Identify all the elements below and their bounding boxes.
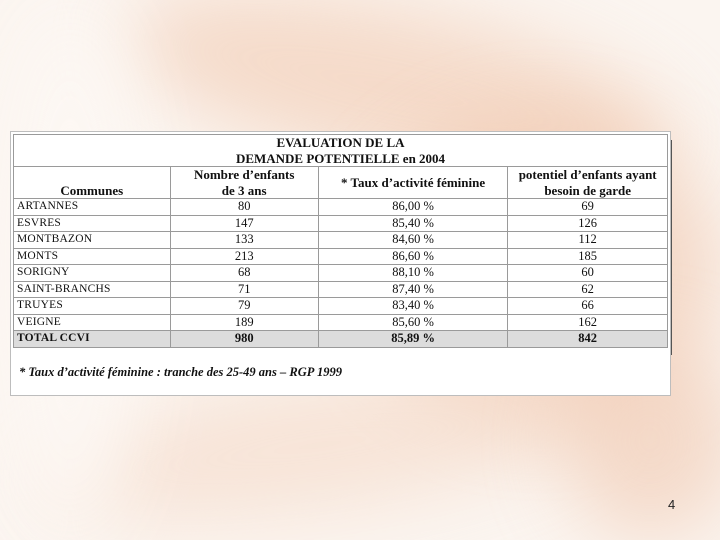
header-potentiel-line1: potentiel d’enfants ayant (518, 167, 657, 182)
row-commune: ESVRES (14, 215, 171, 232)
page-number: 4 (668, 497, 676, 512)
row-enfants: 133 (170, 232, 318, 249)
table-row (14, 199, 668, 216)
row-taux: 85,60 % (318, 314, 508, 331)
demand-table (13, 134, 668, 348)
table-row (14, 232, 668, 249)
row-potentiel: 69 (508, 199, 668, 216)
row-enfants: 79 (170, 298, 318, 315)
table-panel (10, 131, 671, 396)
row-potentiel: 126 (508, 215, 668, 232)
header-enfants-line1: Nombre d’enfants (193, 167, 295, 182)
row-taux: 84,60 % (318, 232, 508, 249)
table-row (14, 281, 668, 298)
header-taux: * Taux d’activité féminine (318, 167, 508, 199)
title-row (14, 135, 668, 167)
total-taux: 85,89 % (318, 331, 508, 348)
table-row (14, 298, 668, 315)
total-commune: TOTAL CCVI (14, 331, 171, 348)
total-enfants: 980 (170, 331, 318, 348)
header-enfants (170, 167, 318, 199)
row-commune: MONTBAZON (14, 232, 171, 249)
table-row (14, 265, 668, 282)
row-commune: ARTANNES (14, 199, 171, 216)
table-row (14, 215, 668, 232)
row-enfants: 213 (170, 248, 318, 265)
table-row (14, 314, 668, 331)
row-commune: MONTS (14, 248, 171, 265)
row-commune: VEIGNE (14, 314, 171, 331)
row-taux: 86,00 % (318, 199, 508, 216)
row-taux: 83,40 % (318, 298, 508, 315)
header-communes: Communes (14, 167, 171, 199)
row-enfants: 68 (170, 265, 318, 282)
row-potentiel: 185 (508, 248, 668, 265)
row-commune: SORIGNY (14, 265, 171, 282)
header-enfants-line2: de 3 ans (221, 182, 267, 198)
table-row (14, 248, 668, 265)
row-enfants: 189 (170, 314, 318, 331)
row-potentiel: 112 (508, 232, 668, 249)
row-potentiel: 62 (508, 281, 668, 298)
row-potentiel: 162 (508, 314, 668, 331)
row-potentiel: 66 (508, 298, 668, 315)
row-enfants: 80 (170, 199, 318, 216)
table-title-line1: EVALUATION DE LA (276, 135, 405, 150)
row-commune: TRUYES (14, 298, 171, 315)
row-commune: SAINT-BRANCHS (14, 281, 171, 298)
row-enfants: 71 (170, 281, 318, 298)
row-taux: 85,40 % (318, 215, 508, 232)
row-taux: 87,40 % (318, 281, 508, 298)
table-title (14, 135, 668, 167)
divider-line (671, 140, 672, 355)
row-potentiel: 60 (508, 265, 668, 282)
header-row (14, 167, 668, 199)
row-taux: 86,60 % (318, 248, 508, 265)
row-enfants: 147 (170, 215, 318, 232)
header-potentiel (508, 167, 668, 199)
total-row (14, 331, 668, 348)
total-potentiel: 842 (508, 331, 668, 348)
row-taux: 88,10 % (318, 265, 508, 282)
footnote: * Taux d’activité féminine : tranche des 25-49 ans – RGP 1999 (19, 365, 343, 379)
header-potentiel-line2: besoin de garde (544, 182, 631, 198)
table-title-line2: DEMANDE POTENTIELLE en 2004 (235, 150, 446, 166)
